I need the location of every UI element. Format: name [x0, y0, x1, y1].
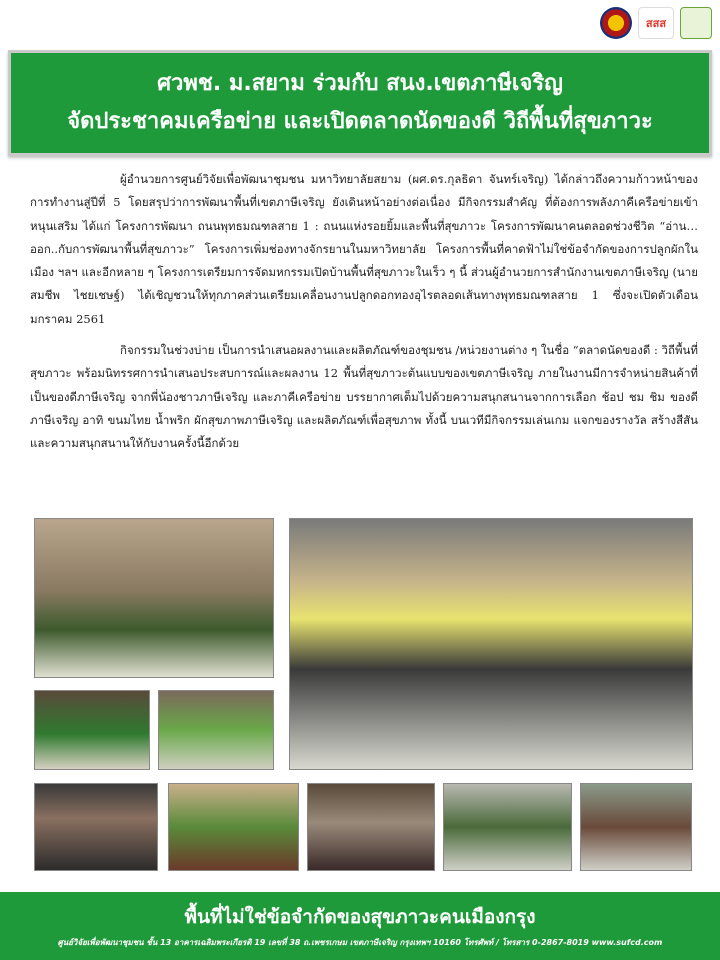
thaihealth-logo-icon — [638, 7, 674, 39]
photo-market-stall — [34, 518, 274, 678]
paragraph-2: กิจกรรมในช่วงบ่าย เป็นการนำเสนอผลงานและผลิตภัณฑ์ของชุมชน /หน่วยงานต่าง ๆ ในชื่อ “ตลาดนัดของดี : วิถีพื้นที่สุขภาวะ พร้อมนิทรรศการนำเสนอประสบการณ์และผลงาน 12 พื้นที่สุขภาวะต้นแบบของเขตภาษีเจริญ ภายในงานมีการจำหน่ายสินค้าที่เป็นของดีภาษีเจริญ จากพี่น้องชาวภาษีเจริญ และภาคีเครือข่าย บรรยากาศเต็มไปด้วยความสนุกสนานจากการเลือก ช้อป ชม ชิม ของดีภาษีเจริญ อาทิ ขนมไทย น้ำพริก ผักสุขภาพภาษีเจริญ และผลิตภัณฑ์เพื่อสุขภาพ ทั้งนี้ บนเวทีมีกิจกรรมเล่นเกม แจกของรางวัล สร้างสีสันและความสนุกสนานให้กับงานครั้งนี้อีกด้วย — [30, 343, 698, 451]
photo-group-portrait — [289, 518, 693, 770]
footer-banner — [0, 892, 720, 960]
header-logos — [600, 6, 712, 40]
photo-speaker — [168, 783, 299, 871]
footer-slogan: พื้นที่ไม่ใช่ข้อจำกัดของสุขภาวะคนเมืองกรุง — [184, 906, 536, 928]
title-line-1: ศวพช. ม.สยาม ร่วมกับ สนง.เขตภาษีเจริญ — [157, 71, 563, 96]
photo-display-table — [580, 783, 692, 871]
thaihealth-logo-text: สสส — [645, 17, 667, 30]
title-line-2: จัดประชาคมเครือข่าย และเปิดตลาดนัดของดี วิถีพื้นที่สุขภาวะ — [67, 109, 653, 134]
photo-vendor-green-shirt — [158, 690, 274, 770]
photo-seminar-audience — [34, 783, 158, 871]
article-body — [30, 168, 698, 464]
photo-vegetable-stall — [34, 690, 150, 770]
paragraph-1: ผู้อำนวยการศูนย์วิจัยเพื่อพัฒนาชุมชน มหาวิทยาลัยสยาม (ผศ.ดร.กุลธิดา จันทร์เจริญ) ได้กล่าวถึงความก้าวหน้าของการทำงานสู่ปีที่ 5 โดยสรุปว่าการพัฒนาพื้นที่เขตภาษีเจริญ ยังเดินหน้าอย่างต่อเนื่อง มีกิจกรรมสำคัญ ที่ต้องการพลังภาคีเครือข่ายเข้าหนุนเสริม ได้แก่ โครงการพัฒนา ถนนพุทธมณฑลสาย 1 : ถนนแห่งรอยยิ้มและพื้นที่สุขภาวะ โครงการพัฒนาคนตลอดช่วงชีวิต “อ่าน…ออก..กับการพัฒนาพื้นที่สุขภาวะ” โครงการเพิ่มช่องทางจักรยานในมหาวิทยาลัย โครงการพื้นที่คาดฟ้าไม่ใช่ข้อจำกัดของการปลูกผักในเมือง ฯลฯ และอีกหลาย ๆ โครงการเตรียมการจัดมหกรรมเปิดบ้านพื้นที่สุขภาวะในเร็ว ๆ นี้ ส่วนผู้อำนวยการสำนักงานเขตภาษีเจริญ (นายสมชีพ ไชยเชษฐ์) ได้เชิญชวนให้ทุกภาคส่วนเตรียมเคลื่อนงานปลูกดอกทองอุไรตลอดเส้นทางพุทธมณฑลสาย 1 ซึ่งจะเปิดตัวเดือนมกราคม 2561 — [30, 172, 698, 326]
footer-address: ศูนย์วิจัยเพื่อพัฒนาชุมชน ชั้น 13 อาคารเฉลิมพระเกียรติ 19 เลขที่ 38 ถ.เพชรเกษม เขตภาษีเจริญ กรุงเทพฯ 10160 โทรศัพท์ / โทรสาร 0-2867-8019 www.sufcd.com — [57, 938, 663, 947]
center-logo-icon — [680, 7, 712, 39]
title-banner — [8, 50, 712, 156]
photo-exhibition-booth — [307, 783, 435, 871]
university-emblem-icon — [600, 7, 632, 39]
photo-product-table — [443, 783, 572, 871]
